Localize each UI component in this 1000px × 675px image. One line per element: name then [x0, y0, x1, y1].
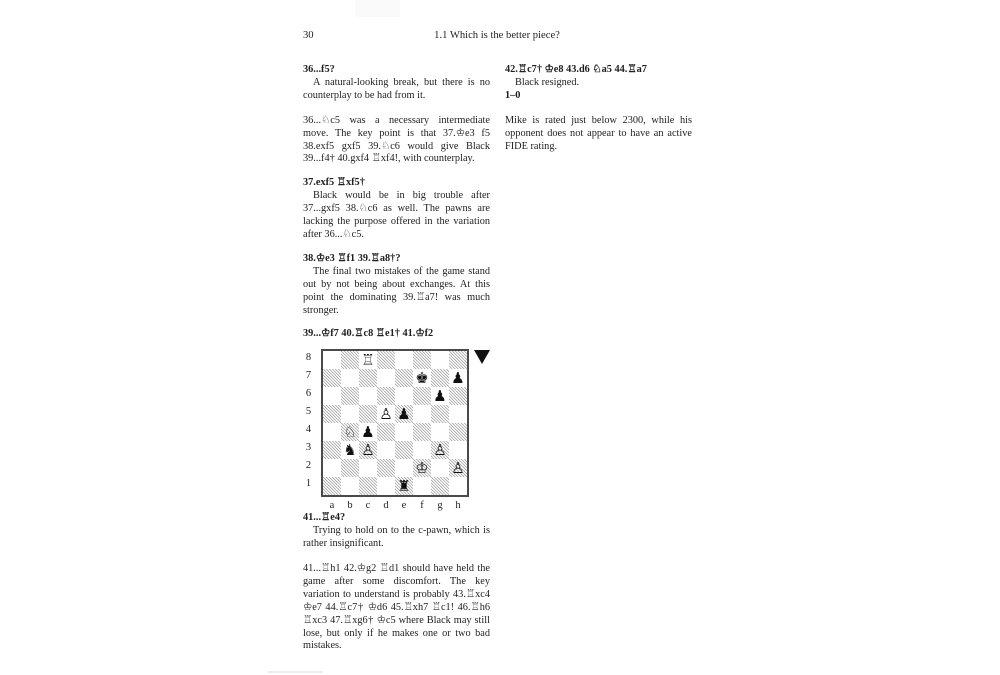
- page-content: [303, 64, 693, 653]
- move-heading-41-Re4: 41...♖e4?: [303, 512, 346, 524]
- square-c2: [359, 459, 377, 477]
- square-b2: [341, 459, 359, 477]
- square-e2: [395, 459, 413, 477]
- file-label-b: b: [347, 500, 353, 512]
- file-label-d: d: [383, 500, 389, 512]
- move-heading-38-39: 38.♔e3 ♖f1 39.♖a8†?: [303, 252, 401, 264]
- page-number: 30: [303, 30, 314, 41]
- piece-wR-c8: ♖: [361, 351, 375, 370]
- square-h1: [449, 477, 467, 495]
- square-f8: [413, 351, 431, 369]
- square-g7: [431, 369, 449, 387]
- square-h6: [449, 387, 467, 405]
- variation-41-Rh1: 41...♖h1 42.♔g2 ♖d1 should have held the game after some discomfort. The key variation to understand is probably 43.♖xc4 ♔e7 44.♖c7† ♔d6 45.♖xh7 ♖c1! 46.♖h6 ♖xc3 47.♖xg6† ♔c5 where Black may still lose, but only if he makes one or two bad mistakes.: [303, 563, 490, 652]
- square-a8: [323, 351, 341, 369]
- piece-wP-c3: ♙: [359, 441, 377, 459]
- square-b6: [341, 387, 359, 405]
- rank-label-1: 1: [305, 478, 312, 490]
- square-f3: [413, 441, 431, 459]
- square-a4: [323, 423, 341, 441]
- square-f4: [413, 423, 431, 441]
- right-column: [505, 64, 692, 653]
- rank-label-3: 3: [305, 442, 312, 454]
- square-g2: [431, 459, 449, 477]
- file-label-c: c: [365, 500, 371, 512]
- square-c7: [359, 369, 377, 387]
- piece-bP-e5: ♟: [395, 405, 413, 423]
- file-label-g: g: [437, 500, 443, 512]
- file-label-f: f: [420, 500, 424, 512]
- rank-label-6: 6: [305, 388, 312, 400]
- square-b5: [341, 405, 359, 423]
- square-h4: [449, 423, 467, 441]
- square-d8: [377, 351, 395, 369]
- square-c5: [359, 405, 377, 423]
- rank-label-8: 8: [305, 352, 312, 364]
- left-column: [303, 64, 490, 653]
- left-blocks-after-diagram: [303, 512, 490, 653]
- comment-resigned: Black resigned.: [515, 76, 580, 88]
- comment-38-39: The final two mistakes of the game stand out by not being about exchanges. At this point the dominating 39.♖a7! was much stronger.: [303, 265, 490, 316]
- variation-36-Nc5: 36...♘c5 was a necessary intermediate move. The key point is that 37.♔e3 f5 38.exf5 gxf5 39.♘c6 would give Black 39...f4† 40.gxf4 ♖xf4!, with counterplay.: [303, 114, 490, 165]
- chess-diagram: [303, 349, 490, 512]
- square-g5: [431, 405, 449, 423]
- game-result: 1–0: [505, 89, 521, 101]
- square-d1: [377, 477, 395, 495]
- file-label-a: a: [329, 500, 335, 512]
- rank-label-2: 2: [305, 460, 312, 472]
- square-f5: [413, 405, 431, 423]
- diagram-file-labels: [323, 499, 469, 512]
- comment-36-f5: A natural-looking break, but there is no counterplay to be had from it.: [303, 76, 490, 101]
- piece-wN-b4: ♘: [341, 423, 359, 441]
- square-g8: [431, 351, 449, 369]
- comment-37: Black would be in big trouble after 37...gxf5 38.♘c6 as well. The pawns are lacking the purpose offered in the variation after 36...♘c5.: [303, 190, 490, 240]
- black-to-move-indicator: [474, 350, 490, 364]
- piece-wP-d5: ♙: [379, 405, 393, 424]
- square-d4: [377, 423, 395, 441]
- square-c1: [359, 477, 377, 495]
- scan-artifact-top: [355, 0, 400, 17]
- move-heading-37: 37.exf5 ♖xf5†: [303, 177, 365, 189]
- square-b7: [341, 369, 359, 387]
- square-b1: [341, 477, 359, 495]
- square-a3: [323, 441, 341, 459]
- square-h8: [449, 351, 467, 369]
- square-d7: [377, 369, 395, 387]
- piece-bP-c4: ♟: [361, 423, 375, 442]
- rank-label-4: 4: [305, 424, 312, 436]
- square-c6: [359, 387, 377, 405]
- square-a7: [323, 369, 341, 387]
- piece-bN-b3: ♞: [343, 441, 357, 460]
- piece-bR-e1: ♜: [395, 477, 413, 495]
- comment-ratings: Mike is rated just below 2300, while his opponent does not appear to have an active FIDE rating.: [505, 114, 692, 152]
- left-blocks-before-diagram: [303, 64, 490, 341]
- square-e8: [395, 351, 413, 369]
- square-h3: [449, 441, 467, 459]
- piece-bP-h7: ♟: [451, 369, 465, 388]
- square-b8: [341, 351, 359, 369]
- piece-wK-f2: ♔: [413, 459, 431, 477]
- square-h5: [449, 405, 467, 423]
- piece-wP-h2: ♙: [449, 459, 467, 477]
- running-title: 1.1 Which is the better piece?: [434, 30, 560, 41]
- square-d2: [377, 459, 395, 477]
- file-label-h: h: [455, 500, 461, 512]
- piece-wP-g3: ♙: [431, 441, 449, 459]
- square-g1: [431, 477, 449, 495]
- square-a6: [323, 387, 341, 405]
- move-heading-42-44: 42.♖c7† ♔e8 43.d6 ♘a5 44.♖a7: [505, 64, 647, 75]
- rank-label-7: 7: [305, 370, 312, 382]
- move-heading-36-f5: 36...f5?: [303, 64, 335, 75]
- square-e7: [395, 369, 413, 387]
- square-a1: [323, 477, 341, 495]
- square-a5: [323, 405, 341, 423]
- rank-label-5: 5: [305, 406, 312, 418]
- square-d6: [377, 387, 395, 405]
- square-e6: [395, 387, 413, 405]
- piece-bK-f7: ♚: [415, 369, 429, 388]
- square-e4: [395, 423, 413, 441]
- file-label-e: e: [401, 500, 407, 512]
- comment-41-Re4: Trying to hold on to the c-pawn, which is rather insignificant.: [303, 525, 490, 550]
- square-f6: [413, 387, 431, 405]
- square-d3: [377, 441, 395, 459]
- chess-board: [321, 349, 469, 497]
- piece-bP-g6: ♟: [433, 387, 447, 406]
- square-f1: [413, 477, 431, 495]
- board-wrap: [321, 349, 469, 512]
- square-a2: [323, 459, 341, 477]
- move-heading-39-41: 39...♔f7 40.♖c8 ♖e1† 41.♔f2: [303, 328, 434, 340]
- scan-artifact-bottom: [268, 671, 323, 673]
- square-g4: [431, 423, 449, 441]
- square-e3: [395, 441, 413, 459]
- diagram-rank-labels: [303, 349, 314, 493]
